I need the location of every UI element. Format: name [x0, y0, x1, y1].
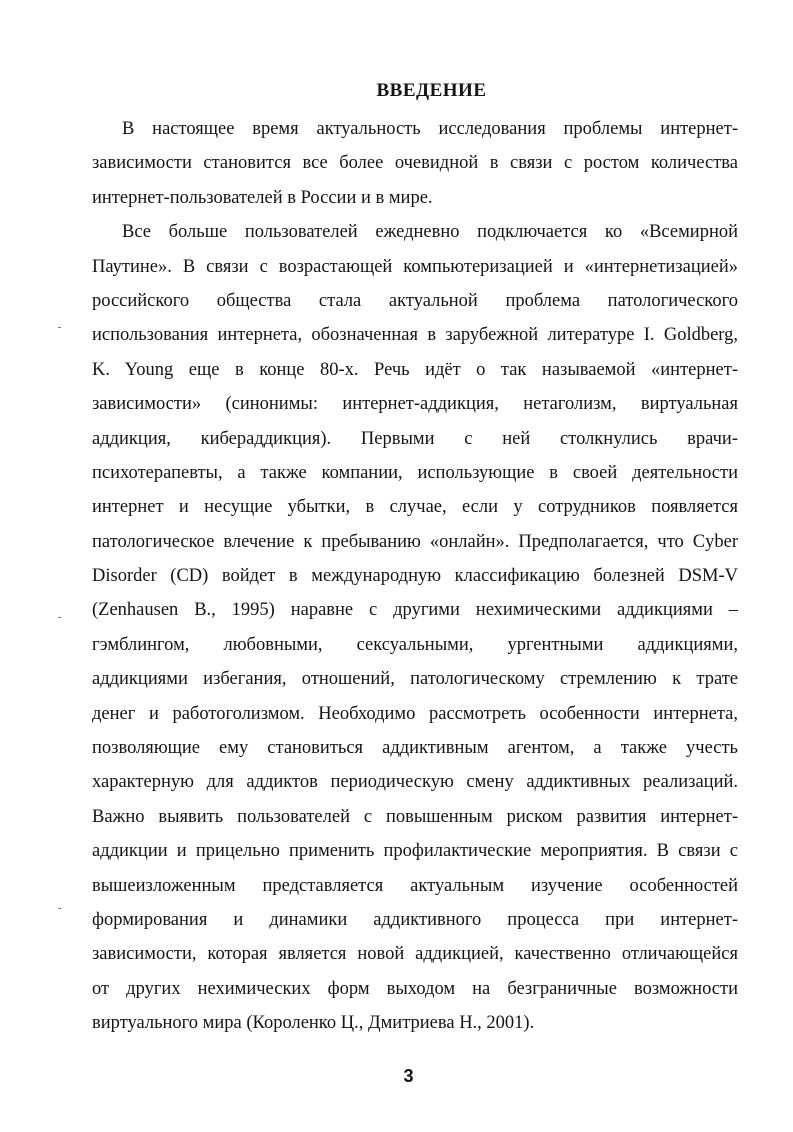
text-line: Disorder (CD) войдет в международную классификацию болезней DSM-V: [92, 566, 738, 587]
scan-speck: [58, 908, 61, 909]
text-line: вышеизложенным представляется актуальным изучение особенностей: [92, 875, 738, 896]
text-line: денег и работоголизмом. Необходимо рассмотреть особенности интернета,: [92, 703, 738, 724]
text-line: виртуального мира (Короленко Ц., Дмитриева Н., 2001).: [92, 1013, 535, 1034]
text-line: позволяющие ему становиться аддиктивным агентом, а также учесть: [92, 738, 738, 759]
text-line: интернет и несущие убытки, в случае, если у сотрудников появляется: [92, 497, 738, 518]
text-line: аддикции и прицельно применить профилактические мероприятия. В связи с: [92, 841, 738, 862]
text-line: Важно выявить пользователей с повышенным риском развития интернет-: [92, 806, 738, 827]
scan-speck: [58, 327, 61, 328]
page-number: 3: [403, 1066, 414, 1086]
text-line: Паутине». В связи с возрастающей компьютеризацией и «интернетизацией»: [92, 256, 738, 277]
text-line: K. Young еще в конце 80-х. Речь идёт о так называемой «интернет-: [92, 359, 738, 380]
text-line: формирования и динамики аддиктивного процесса при интернет-: [92, 909, 738, 930]
scan-speck: [58, 617, 61, 618]
text-line: аддикция, кибераддикция). Первыми с ней столкнулись врачи-: [92, 428, 738, 449]
text-line: зависимости становится все более очевидной в связи с ростом количества: [92, 153, 738, 174]
text-line: гэмблингом, любовными, сексуальными, ургентными аддикциями,: [92, 634, 738, 655]
page-title: ВВЕДЕНИЕ: [376, 80, 487, 101]
text-line: аддикциями избегания, отношений, патологическому стремлению к трате: [92, 669, 738, 690]
text-line: интернет-пользователей в России и в мире.: [92, 187, 433, 208]
text-line: В настоящее время актуальность исследования проблемы интернет-: [122, 119, 738, 139]
text-line: зависимости, которая является новой аддикцией, качественно отличающейся: [92, 944, 738, 965]
text-line: патологическое влечение к пребыванию «онлайн». Предполагается, что Cyber: [92, 531, 738, 552]
text-line: российского общества стала актуальной проблема патологического: [92, 290, 738, 311]
text-line: (Zenhausen B., 1995) наравне с другими нехимическими аддикциями –: [92, 600, 738, 621]
text-line: использования интернета, обозначенная в зарубежной литературе I. Goldberg,: [92, 325, 738, 346]
text-line: характерную для аддиктов периодическую смену аддиктивных реализаций.: [92, 772, 738, 793]
text-line: от других нехимических форм выходом на безграничные возможности: [92, 978, 738, 999]
body-text: [92, 112, 738, 1041]
text-line: Все больше пользователей ежедневно подключается ко «Всемирной: [122, 222, 738, 243]
text-line: психотерапевты, а также компании, использующие в своей деятельности: [92, 462, 738, 483]
text-line: зависимости» (синонимы: интернет-аддикция, нетаголизм, виртуальная: [92, 394, 738, 415]
